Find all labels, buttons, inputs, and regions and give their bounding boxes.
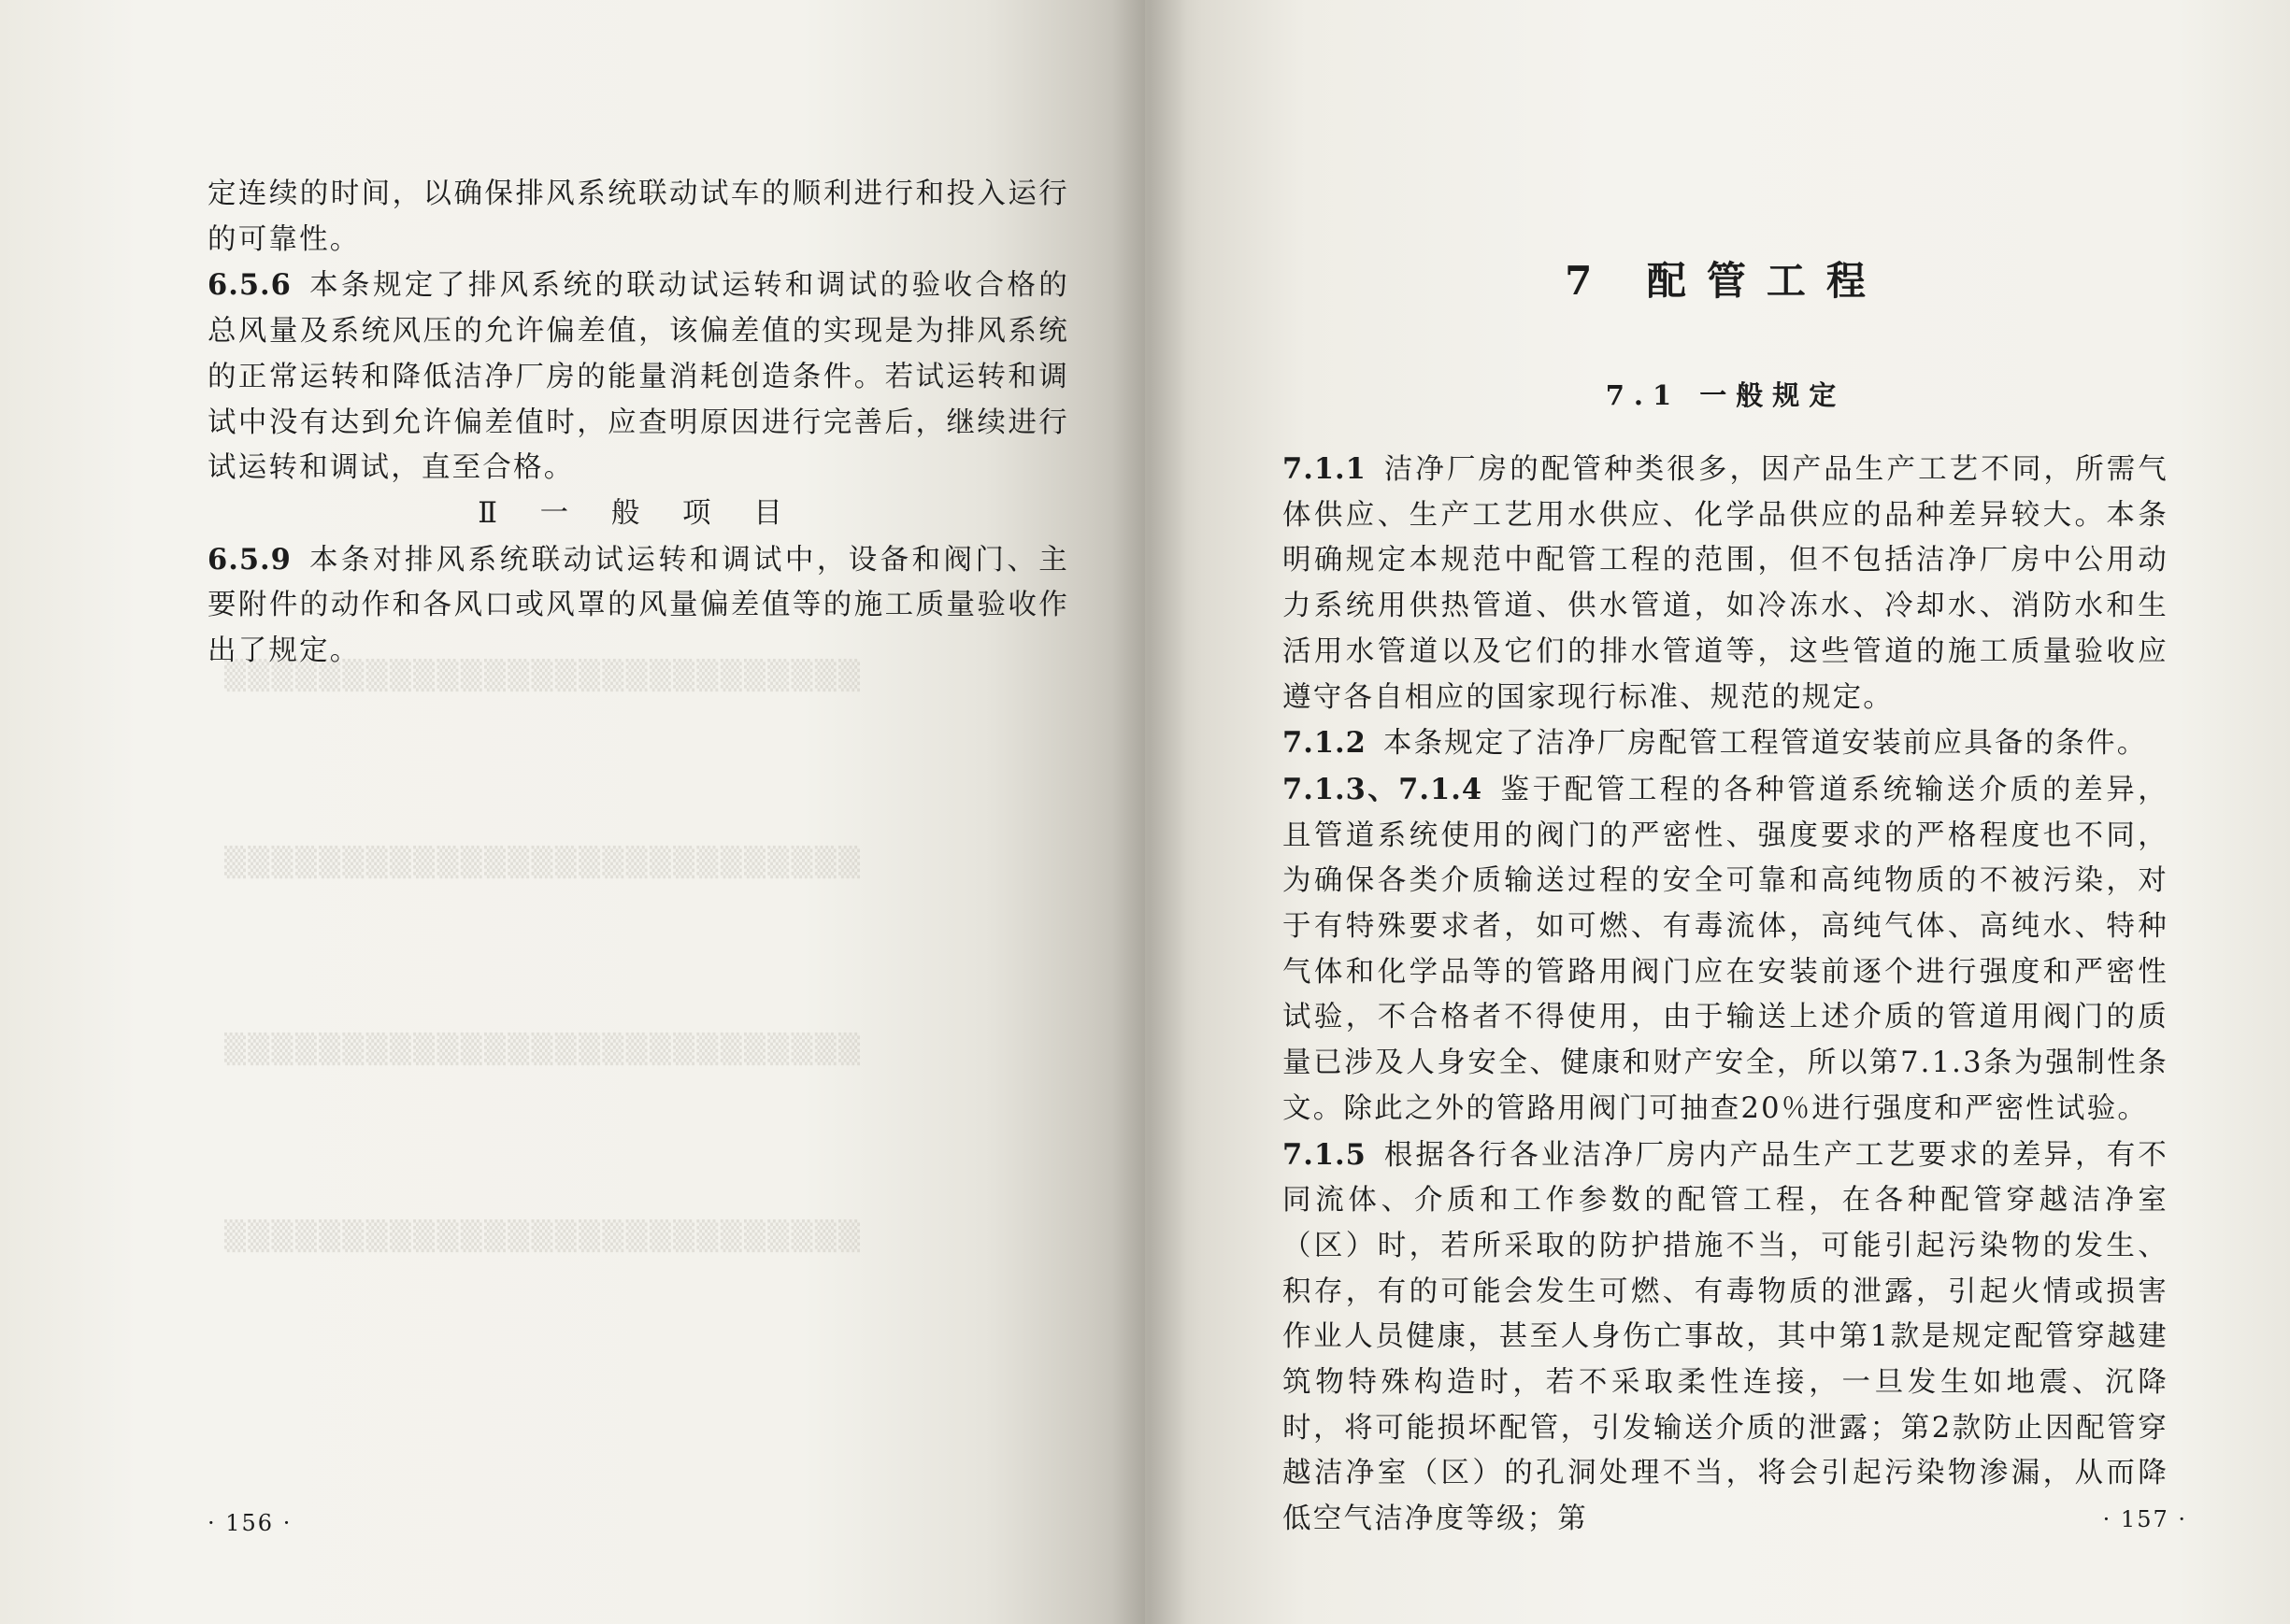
- show-through-text: ▒▒▒▒▒▒▒▒▒▒▒▒▒▒▒▒▒▒▒▒▒▒▒▒▒▒▒: [224, 847, 863, 879]
- paragraph-text: 定连续的时间，以确保排风系统联动试车的顺利进行和投入运行的可靠性。: [208, 178, 1069, 256]
- page-number: · 156 ·: [208, 1510, 293, 1536]
- subheading: Ⅱ 一 般 项 目: [478, 496, 799, 530]
- paragraph-text: 根据各行各业洁净厂房内产品生产工艺要求的差异，有不同流体、介质和工作参数的配管工程，在各种配管穿越洁净室（区）时，若所采取的防护措施不当，可能引起污染物的发生、积存，有的可能会发生可燃、有毒物质的泄露，引起火情或损害作业人员健康，甚至人身伤亡事故，其中第1款是规定配管穿越建筑物特殊构造时，若不采取柔性连接，一旦发生如地震、沉降时，将可能损坏配管，引发输送介质的泄露；第2款防止因配管穿越洁净室（区）的孔洞处理不当，将会引起污染物渗漏，从而降低空气洁净度等级；第: [1282, 1138, 2168, 1536]
- right-page-body: [1282, 447, 2168, 1543]
- chapter-title: 7 配管工程: [1565, 258, 1886, 304]
- clause-number: 7.1.2: [1282, 726, 1367, 761]
- paragraph-7-1-5: [1282, 1133, 2168, 1543]
- right-page: [1145, 0, 2290, 1624]
- show-through-text: ▒▒▒▒▒▒▒▒▒▒▒▒▒▒▒▒▒▒▒▒▒▒▒▒▒▒▒: [224, 660, 863, 692]
- left-page-body: [208, 172, 1069, 675]
- clause-number: 7.1.5: [1282, 1137, 1367, 1172]
- clause-number: 7.1.1: [1282, 452, 1367, 486]
- paragraph-7-1-2: [1282, 720, 2168, 767]
- section-title: 7.1 一般规定: [1605, 379, 1846, 411]
- paragraph-6-5-6: [208, 263, 1069, 491]
- clause-number: 7.1.3、7.1.4: [1282, 772, 1483, 806]
- paragraph-7-1-3: [1282, 767, 2168, 1133]
- paragraph-6-5-9: [208, 537, 1069, 675]
- show-through-text: ▒▒▒▒▒▒▒▒▒▒▒▒▒▒▒▒▒▒▒▒▒▒▒▒▒▒▒: [224, 1220, 863, 1253]
- paragraph-7-1-1: [1282, 447, 2168, 720]
- clause-number: 6.5.6: [208, 268, 292, 303]
- paragraph-text: 本条规定了排风系统的联动试运转和调试的验收合格的总风量及系统风压的允许偏差值，该偏差值的实现是为排风系统的正常运转和降低洁净厂房的能量消耗创造条件。若试运转和调试中没有达到允许偏差值时，应查明原因进行完善后，继续进行试运转和调试，直至合格。: [208, 269, 1069, 485]
- clause-number: 6.5.9: [208, 542, 292, 577]
- page-number: · 157 ·: [2102, 1506, 2187, 1532]
- paragraph-text: 洁净厂房的配管种类很多，因产品生产工艺不同，所需气体供应、生产工艺用水供应、化学品供应的品种差异较大。本条明确规定本规范中配管工程的范围，但不包括洁净厂房中公用动力系统用供热管道、供水管道，如冷冻水、冷却水、消防水和生活用水管道以及它们的排水管道等，这些管道的施工质量验收应遵守各自相应的国家现行标准、规范的规定。: [1282, 453, 2168, 714]
- paragraph-text: 本条规定了洁净厂房配管工程管道安装前应具备的条件。: [1382, 727, 2148, 761]
- show-through-text: ▒▒▒▒▒▒▒▒▒▒▒▒▒▒▒▒▒▒▒▒▒▒▒▒▒▒▒: [224, 1033, 863, 1066]
- paragraph-text: 本条对排风系统联动试运转和调试中，设备和阀门、主要附件的动作和各风口或风罩的风量偏差值等的施工质量验收作出了规定。: [208, 543, 1069, 668]
- paragraph: [208, 172, 1069, 263]
- paragraph-text: 鉴于配管工程的各种管道系统输送介质的差异，且管道系统使用的阀门的严密性、强度要求的严格程度也不同，为确保各类介质输送过程的安全可靠和高纯物质的不被污染，对于有特殊要求者，如可燃、有毒流体，高纯气体、高纯水、特种气体和化学品等的管路用阀门应在安装前逐个进行强度和严密性试验，不合格者不得使用，由于输送上述介质的管道用阀门的质量已涉及人身安全、健康和财产安全，所以第7.1.3条为强制性条文。除此之外的管路用阀门可抽查20％进行强度和严密性试验。: [1282, 773, 2168, 1125]
